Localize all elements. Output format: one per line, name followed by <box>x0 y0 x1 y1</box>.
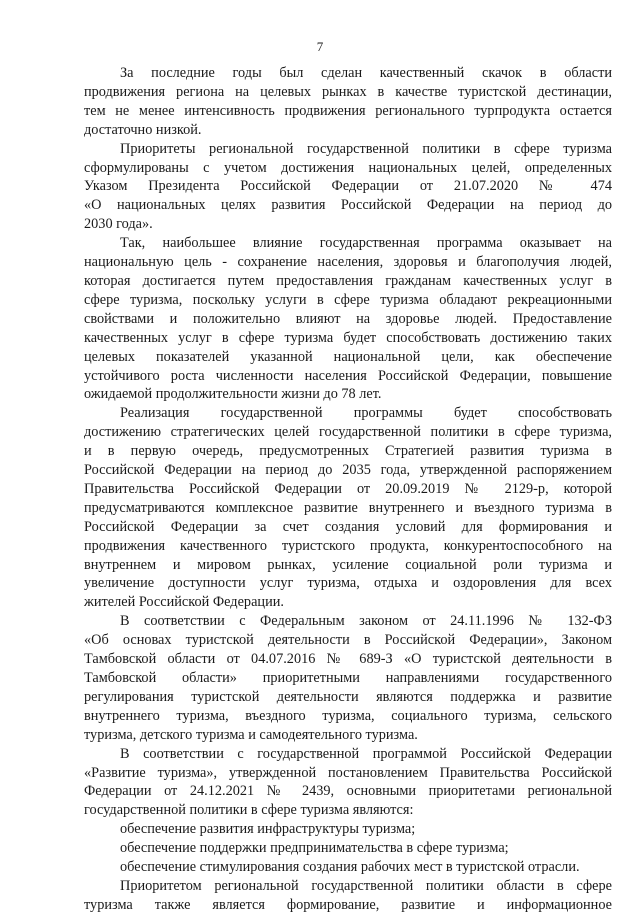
text-line: ожидаемой продолжительности жизни до 78 лет. <box>84 386 382 403</box>
text-line: обеспечение стимулирования создания рабочих мест в туристской отрасли. <box>120 859 580 876</box>
text-line: Тамбовской области» приоритетными направлениями государственного <box>84 670 612 686</box>
text-line: «О национальных целях развития Российской Федерации на период до <box>84 197 612 214</box>
text-line: туризма, детского туризма и самодеятельного туризма. <box>84 726 418 743</box>
text-line: свойствами и положительно влияют на здоровье людей. Предоставление <box>84 310 612 327</box>
text-line: сфере туризма, поскольку услуги в сфере туризма обладают рекреационными <box>84 291 612 308</box>
text-line: и в первую очередь, предусмотренных Стратегией развития туризма в <box>84 443 612 460</box>
text-line: Реализация государственной программы будет способствовать <box>120 405 612 422</box>
text-line: увеличение доступности услуг туризма, отдыха и оздоровления для всех <box>84 575 612 592</box>
text-line: Федерации от 24.12.2021 № 2439, основными приоритетами региональной <box>84 783 612 800</box>
text-line: обеспечение поддержки предпринимательства в сфере туризма; <box>120 840 509 857</box>
text-line: тем не менее интенсивность продвижения регионального турпродукта остается <box>84 102 612 119</box>
text-line: Приоритеты региональной государственной политики в сфере туризма <box>120 140 612 157</box>
text-line: продвижения качественного туристского продукта, конкурентоспособного на <box>84 537 612 554</box>
page-number: 7 <box>316 39 324 54</box>
text-line: Приоритетом региональной государственной политики области в сфере <box>120 877 612 894</box>
text-line: «Об основах туристской деятельности в Российской Федерации», Законом <box>84 632 612 649</box>
text-line: туризма также является формирование, развитие и информационное <box>84 896 612 913</box>
text-line: В соответствии с Федеральным законом от 24.11.1996 № 132-ФЗ <box>120 613 612 630</box>
text-line: Правительства Российской Федерации от 20.09.2019 № 2129-р, которой <box>84 480 612 497</box>
text-line: Российской Федерации на период до 2035 года, утвержденной распоряжением <box>84 462 612 479</box>
text-line: достижению стратегических целей государственной политики в сфере туризма, <box>84 424 612 441</box>
text-line: сформулированы с учетом достижения национальных целей, определенных <box>84 159 612 176</box>
document-body <box>84 64 612 915</box>
text-line: целевых показателей указанной национальной цели, как обеспечение <box>84 348 612 365</box>
text-line: обеспечение развития инфраструктуры туризма; <box>120 821 416 838</box>
text-line: достаточно низкой. <box>84 121 202 138</box>
text-line: продвижения региона на целевых рынках в качестве туристской дестинации, <box>84 83 612 100</box>
text-line: Российской Федерации за счет создания условий для формирования и <box>84 518 612 535</box>
text-line: внутреннем и мировом рынках, усиление социальной роли туризма и <box>84 556 612 573</box>
text-line: Указом Президента Российской Федерации от 21.07.2020 № 474 <box>84 178 612 195</box>
text-line: Так, наибольшее влияние государственная программа оказывает на <box>120 235 612 252</box>
text-line: «Развитие туризма», утвержденной постановлением Правительства Российской <box>84 764 612 781</box>
text-line: В соответствии с государственной программой Российской Федерации <box>120 745 612 762</box>
text-line: качественных услуг в сфере туризма будет способствовать достижению таких <box>84 329 612 346</box>
text-line: государственной политики в сфере туризма являются: <box>84 802 414 819</box>
text-line: национальную цель - сохранение населения, здоровья и благополучия людей, <box>84 254 612 271</box>
text-line: Тамбовской области от 04.07.2016 № 689-З «О туристской деятельности в <box>84 651 612 668</box>
text-line: За последние годы был сделан качественный скачок в области <box>120 65 612 81</box>
text-line: жителей Российской Федерации. <box>84 594 284 611</box>
text-line: 2030 года». <box>84 216 153 233</box>
text-line: которая достигается путем предоставления гражданам качественных услуг в <box>84 272 612 289</box>
text-line: предусматриваются комплексное развитие внутреннего и въездного туризма в <box>84 499 612 516</box>
text-line: устойчивого роста численности населения Российской Федерации, повышение <box>84 367 612 384</box>
text-line: регулирования туристской деятельности являются поддержка и развитие <box>84 688 612 705</box>
text-line: внутреннего туризма, въездного туризма, социального туризма, сельского <box>84 707 612 724</box>
